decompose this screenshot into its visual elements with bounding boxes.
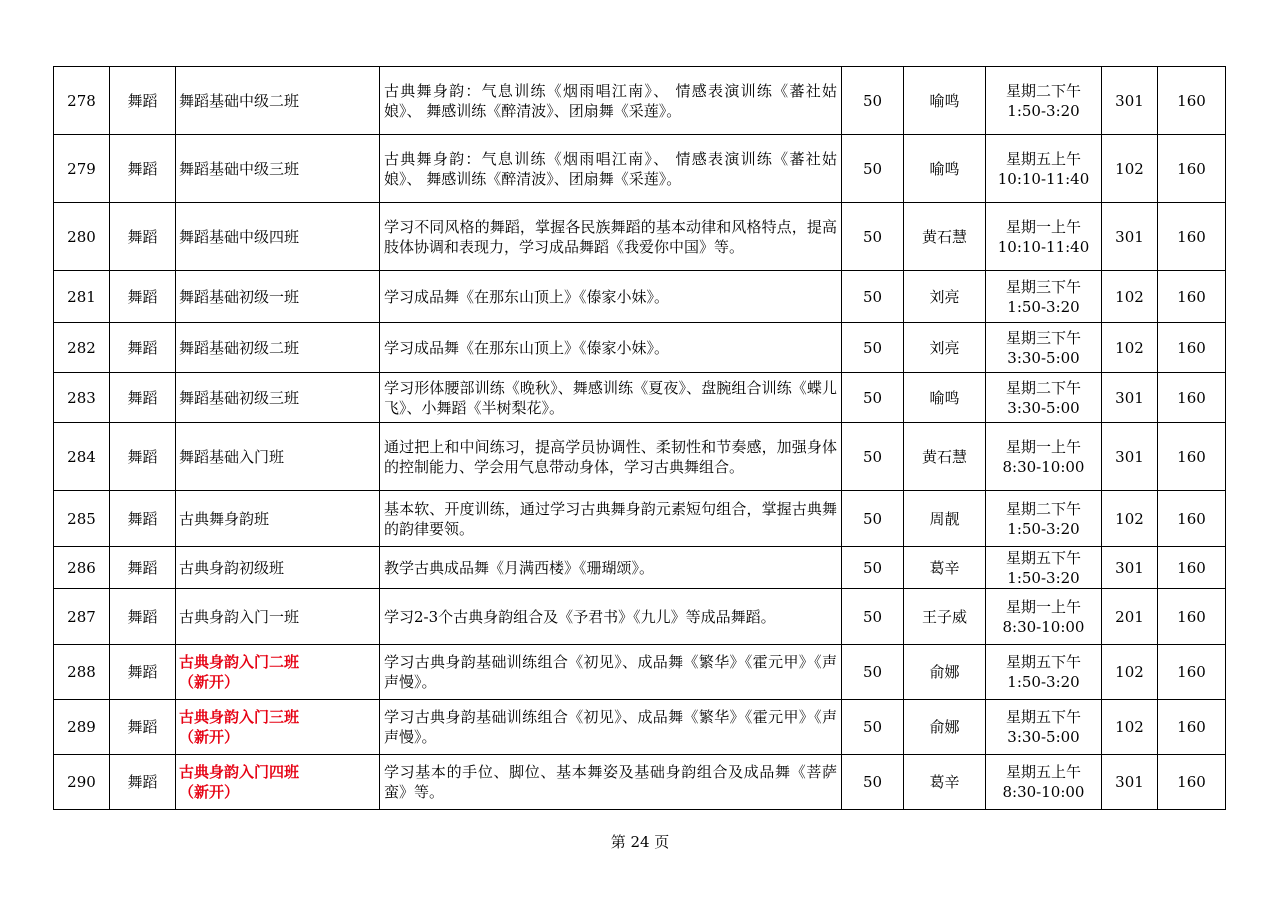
class-schedule	[986, 547, 1102, 589]
course-category: 舞蹈	[110, 755, 176, 810]
classroom-number: 102	[1102, 135, 1158, 203]
schedule-time: 1:50-3:20	[1007, 101, 1080, 120]
course-fee: 160	[1158, 323, 1226, 373]
course-category: 舞蹈	[110, 547, 176, 589]
course-category: 舞蹈	[110, 491, 176, 547]
course-category: 舞蹈	[110, 645, 176, 700]
classroom-number: 301	[1102, 373, 1158, 423]
course-fee: 160	[1158, 645, 1226, 700]
classroom-number: 301	[1102, 547, 1158, 589]
course-description: 学习2-3个古典身韵组合及《予君书》《九儿》等成品舞蹈。	[380, 589, 842, 645]
teacher-name: 喻鸣	[904, 67, 986, 135]
table-body	[54, 67, 1226, 810]
class-capacity: 50	[842, 373, 904, 423]
course-category: 舞蹈	[110, 373, 176, 423]
course-fee: 160	[1158, 373, 1226, 423]
classroom-number: 102	[1102, 491, 1158, 547]
course-fee: 160	[1158, 423, 1226, 491]
table-row	[54, 423, 1226, 491]
class-schedule	[986, 271, 1102, 323]
classroom-number: 102	[1102, 700, 1158, 755]
schedule-day: 星期五上午	[1005, 763, 1081, 781]
course-number: 286	[54, 547, 110, 589]
course-fee: 160	[1158, 547, 1226, 589]
course-fee: 160	[1158, 755, 1226, 810]
class-name	[176, 700, 380, 755]
course-number: 278	[54, 67, 110, 135]
schedule-time: 3:30-5:00	[1007, 728, 1080, 746]
class-schedule	[986, 589, 1102, 645]
table-row	[54, 589, 1226, 645]
course-description: 古典舞身韵：气息训练《烟雨唱江南》、 情感表演训练《蕃社姑娘》、 舞感训练《醉清波》、团扇舞《采莲》。	[380, 67, 842, 135]
class-name: 舞蹈基础初级一班	[176, 271, 380, 323]
course-category: 舞蹈	[110, 203, 176, 271]
course-description: 学习成品舞《在那东山顶上》《傣家小妹》。	[380, 323, 842, 373]
class-capacity: 50	[842, 700, 904, 755]
schedule-day: 星期五下午	[1005, 548, 1081, 567]
page-number: 第 24 页	[610, 833, 670, 851]
teacher-name: 俞娜	[904, 700, 986, 755]
classroom-number: 301	[1102, 67, 1158, 135]
course-number: 290	[54, 755, 110, 810]
course-description: 学习基本的手位、脚位、基本舞姿及基础身韵组合及成品舞《菩萨蛮》等。	[380, 755, 842, 810]
class-schedule	[986, 135, 1102, 203]
schedule-day: 星期五下午	[1005, 653, 1081, 671]
schedule-day: 星期三下午	[1005, 277, 1081, 296]
course-fee: 160	[1158, 203, 1226, 271]
teacher-name: 黄石慧	[904, 203, 986, 271]
teacher-name: 葛辛	[904, 755, 986, 810]
teacher-name: 周靓	[904, 491, 986, 547]
schedule-time: 8:30-10:00	[1002, 457, 1085, 476]
class-name: 舞蹈基础中级四班	[176, 203, 380, 271]
course-fee: 160	[1158, 700, 1226, 755]
schedule-time: 10:10-11:40	[997, 169, 1090, 188]
class-name: 古典身韵初级班	[176, 547, 380, 589]
class-capacity: 50	[842, 67, 904, 135]
course-category: 舞蹈	[110, 271, 176, 323]
schedule-day: 星期三下午	[1005, 328, 1081, 347]
course-fee: 160	[1158, 67, 1226, 135]
class-name: 舞蹈基础初级三班	[176, 373, 380, 423]
course-description: 通过把上和中间练习，提高学员协调性、柔韧性和节奏感，加强身体的控制能力、学会用气息带动身体，学习古典舞组合。	[380, 423, 842, 491]
course-number: 279	[54, 135, 110, 203]
course-description: 学习古典身韵基础训练组合《初见》、成品舞《繁华》《霍元甲》《声声慢》。	[380, 645, 842, 700]
class-name: 舞蹈基础入门班	[176, 423, 380, 491]
schedule-day: 星期二下午	[1005, 499, 1081, 518]
course-number: 280	[54, 203, 110, 271]
classroom-number: 301	[1102, 755, 1158, 810]
schedule-time: 1:50-3:20	[1007, 673, 1080, 691]
class-schedule	[986, 700, 1102, 755]
course-table	[53, 66, 1226, 810]
teacher-name: 黄石慧	[904, 423, 986, 491]
schedule-time: 3:30-5:00	[1007, 398, 1080, 417]
class-name: 古典身韵入门一班	[176, 589, 380, 645]
schedule-time: 3:30-5:00	[1007, 348, 1080, 367]
classroom-number: 102	[1102, 645, 1158, 700]
schedule-time: 1:50-3:20	[1007, 519, 1080, 538]
course-description: 学习成品舞《在那东山顶上》《傣家小妹》。	[380, 271, 842, 323]
table-row	[54, 373, 1226, 423]
classroom-number: 102	[1102, 271, 1158, 323]
class-name: 古典舞身韵班	[176, 491, 380, 547]
class-capacity: 50	[842, 203, 904, 271]
schedule-day: 星期二下午	[1005, 378, 1081, 397]
class-schedule	[986, 755, 1102, 810]
class-capacity: 50	[842, 423, 904, 491]
new-class-tag: （新开）	[179, 673, 240, 691]
classroom-number: 301	[1102, 423, 1158, 491]
class-schedule	[986, 423, 1102, 491]
course-category: 舞蹈	[110, 135, 176, 203]
classroom-number: 102	[1102, 323, 1158, 373]
schedule-day: 星期一上午	[1005, 217, 1081, 236]
class-capacity: 50	[842, 491, 904, 547]
course-number: 281	[54, 271, 110, 323]
course-number: 288	[54, 645, 110, 700]
schedule-time: 1:50-3:20	[1007, 297, 1080, 316]
class-name	[176, 645, 380, 700]
course-fee: 160	[1158, 491, 1226, 547]
teacher-name: 刘亮	[904, 271, 986, 323]
schedule-time: 8:30-10:00	[1002, 617, 1085, 636]
class-name: 舞蹈基础中级二班	[176, 67, 380, 135]
class-name: 舞蹈基础中级三班	[176, 135, 380, 203]
class-schedule	[986, 323, 1102, 373]
course-description: 学习不同风格的舞蹈，掌握各民族舞蹈的基本动律和风格特点，提高肢体协调和表现力，学习成品舞蹈《我爱你中国》等。	[380, 203, 842, 271]
teacher-name: 刘亮	[904, 323, 986, 373]
new-class-tag: （新开）	[179, 728, 240, 746]
table-row	[54, 135, 1226, 203]
course-category: 舞蹈	[110, 700, 176, 755]
class-capacity: 50	[842, 645, 904, 700]
teacher-name: 喻鸣	[904, 135, 986, 203]
schedule-day: 星期一上午	[1005, 597, 1081, 616]
class-name-text: 古典身韵入门二班	[179, 653, 300, 671]
teacher-name: 喻鸣	[904, 373, 986, 423]
class-capacity: 50	[842, 271, 904, 323]
classroom-number: 301	[1102, 203, 1158, 271]
class-capacity: 50	[842, 547, 904, 589]
table-row	[54, 755, 1226, 810]
schedule-day: 星期二下午	[1005, 81, 1081, 100]
table-row	[54, 645, 1226, 700]
class-schedule	[986, 373, 1102, 423]
schedule-day: 星期五下午	[1005, 708, 1081, 726]
table-row	[54, 323, 1226, 373]
course-category: 舞蹈	[110, 67, 176, 135]
classroom-number: 201	[1102, 589, 1158, 645]
course-fee: 160	[1158, 135, 1226, 203]
course-number: 285	[54, 491, 110, 547]
schedule-time: 10:10-11:40	[997, 237, 1090, 256]
course-fee: 160	[1158, 271, 1226, 323]
course-number: 284	[54, 423, 110, 491]
class-capacity: 50	[842, 323, 904, 373]
class-name-text: 古典身韵入门四班	[179, 763, 300, 781]
course-number: 287	[54, 589, 110, 645]
class-schedule	[986, 67, 1102, 135]
table-row	[54, 491, 1226, 547]
table-row	[54, 547, 1226, 589]
class-schedule	[986, 491, 1102, 547]
teacher-name: 葛辛	[904, 547, 986, 589]
class-schedule	[986, 645, 1102, 700]
class-capacity: 50	[842, 589, 904, 645]
course-category: 舞蹈	[110, 323, 176, 373]
course-description: 古典舞身韵：气息训练《烟雨唱江南》、 情感表演训练《蕃社姑娘》、 舞感训练《醉清波》、团扇舞《采莲》。	[380, 135, 842, 203]
teacher-name: 王子威	[904, 589, 986, 645]
table-row	[54, 67, 1226, 135]
table-row	[54, 700, 1226, 755]
course-number: 289	[54, 700, 110, 755]
course-number: 283	[54, 373, 110, 423]
table-row	[54, 271, 1226, 323]
course-description: 教学古典成品舞《月满西楼》《珊瑚颂》。	[380, 547, 842, 589]
course-category: 舞蹈	[110, 589, 176, 645]
class-capacity: 50	[842, 755, 904, 810]
schedule-day: 星期五上午	[1005, 149, 1081, 168]
schedule-time: 8:30-10:00	[1002, 783, 1085, 801]
course-description: 学习古典身韵基础训练组合《初见》、成品舞《繁华》《霍元甲》《声声慢》。	[380, 700, 842, 755]
course-description: 基本软、开度训练，通过学习古典舞身韵元素短句组合，掌握古典舞的韵律要领。	[380, 491, 842, 547]
teacher-name: 俞娜	[904, 645, 986, 700]
class-name: 舞蹈基础初级二班	[176, 323, 380, 373]
class-name-text: 古典身韵入门三班	[179, 708, 300, 726]
schedule-time: 1:50-3:20	[1007, 568, 1080, 587]
course-fee: 160	[1158, 589, 1226, 645]
new-class-tag: （新开）	[179, 783, 240, 801]
course-category: 舞蹈	[110, 423, 176, 491]
schedule-day: 星期一上午	[1005, 437, 1081, 456]
class-schedule	[986, 203, 1102, 271]
class-capacity: 50	[842, 135, 904, 203]
class-name	[176, 755, 380, 810]
course-number: 282	[54, 323, 110, 373]
table-row	[54, 203, 1226, 271]
course-description: 学习形体腰部训练《晚秋》、舞感训练《夏夜》、盘腕组合训练《蝶儿飞》、小舞蹈《半树梨花》。	[380, 373, 842, 423]
